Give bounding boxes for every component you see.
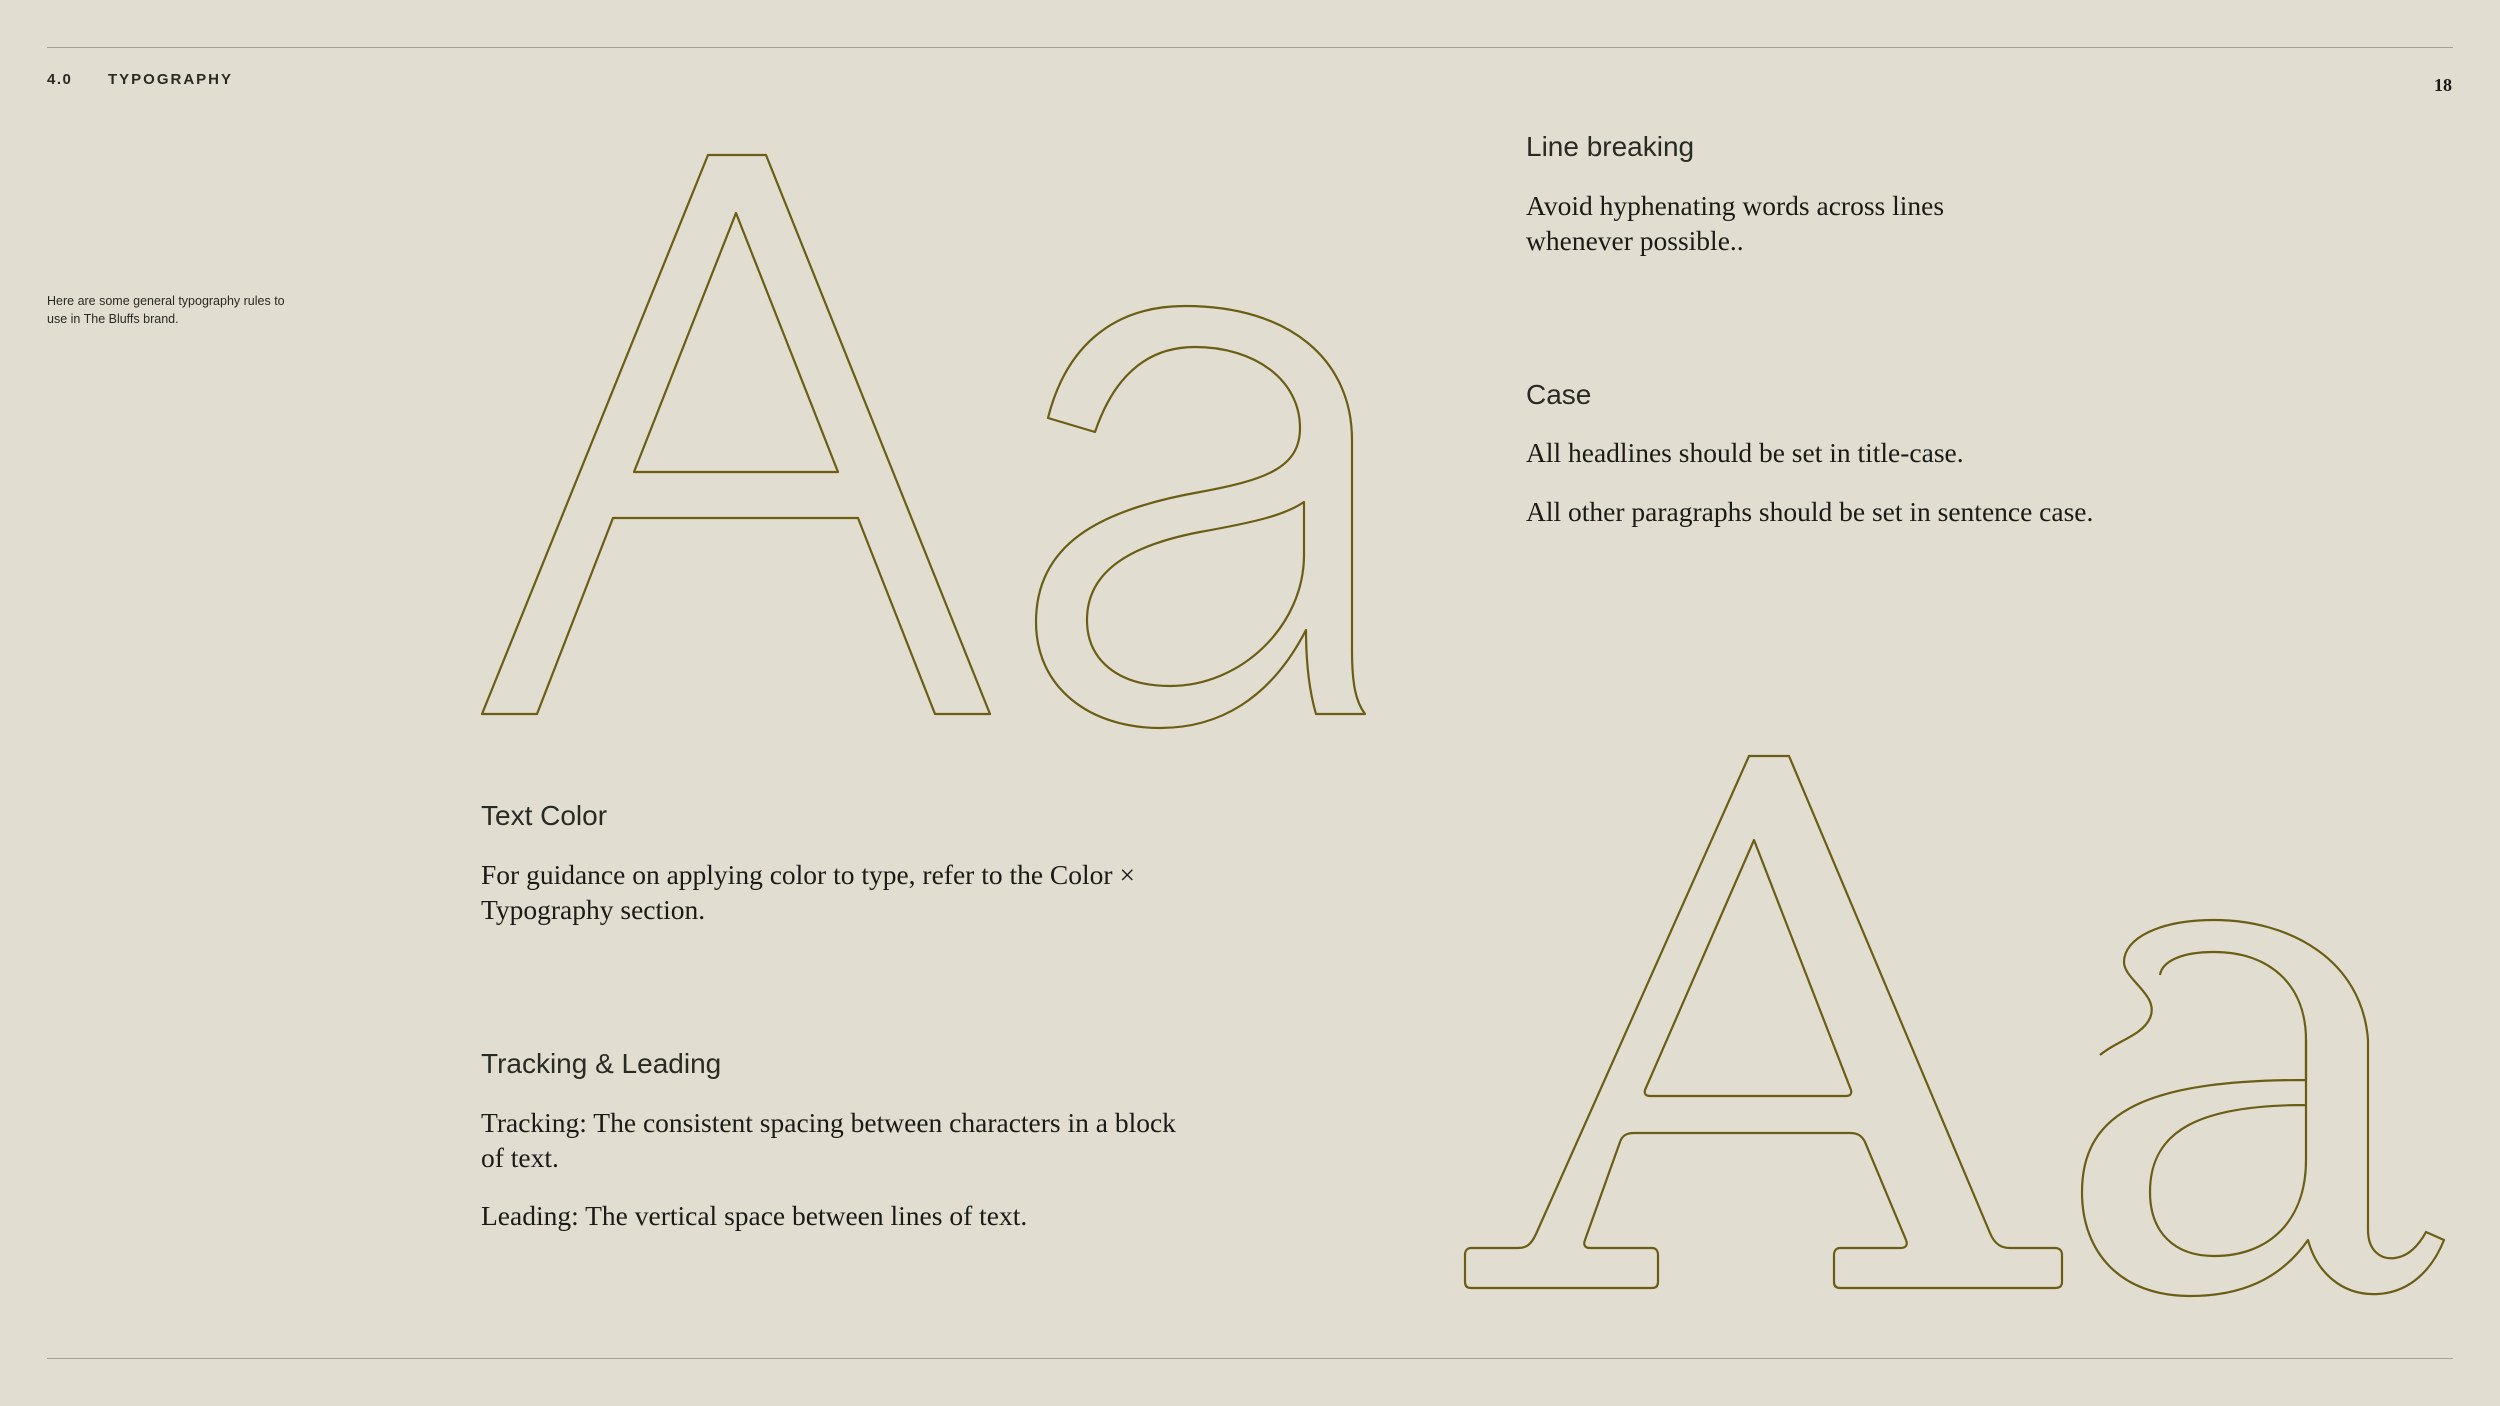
case-paragraphs-rule: All other paragraphs should be set in sentence case. <box>1526 496 2094 527</box>
serif-capital-a-glyph <box>1465 756 2062 1288</box>
text-color-heading: Text Color <box>481 800 608 831</box>
case-headlines-rule: All headlines should be set in title-case. <box>1526 437 1964 468</box>
sans-lowercase-a-glyph <box>1036 306 1365 728</box>
tracking-leading-heading: Tracking & Leading <box>481 1048 722 1079</box>
tracking-definition: Tracking: The consistent spacing between characters in a block of text. <box>481 1107 1176 1173</box>
text-color-body: For guidance on applying color to type, refer to the Color × Typography section. <box>481 859 1135 925</box>
serif-lowercase-a-glyph <box>2082 920 2444 1296</box>
page-number: 18 <box>2434 75 2452 95</box>
section-number: 4.0 <box>47 71 73 88</box>
line-breaking-body: Avoid hyphenating words across lines whenever possible.. <box>1526 190 1945 256</box>
intro-text: Here are some general typography rules to use in The Bluffs brand. <box>47 294 285 326</box>
leading-definition: Leading: The vertical space between lines of text. <box>481 1200 1028 1231</box>
case-heading: Case <box>1526 379 1592 410</box>
section-title: TYPOGRAPHY <box>108 71 234 88</box>
line-breaking-heading: Line breaking <box>1526 131 1695 162</box>
sans-capital-a-glyph <box>482 155 990 714</box>
